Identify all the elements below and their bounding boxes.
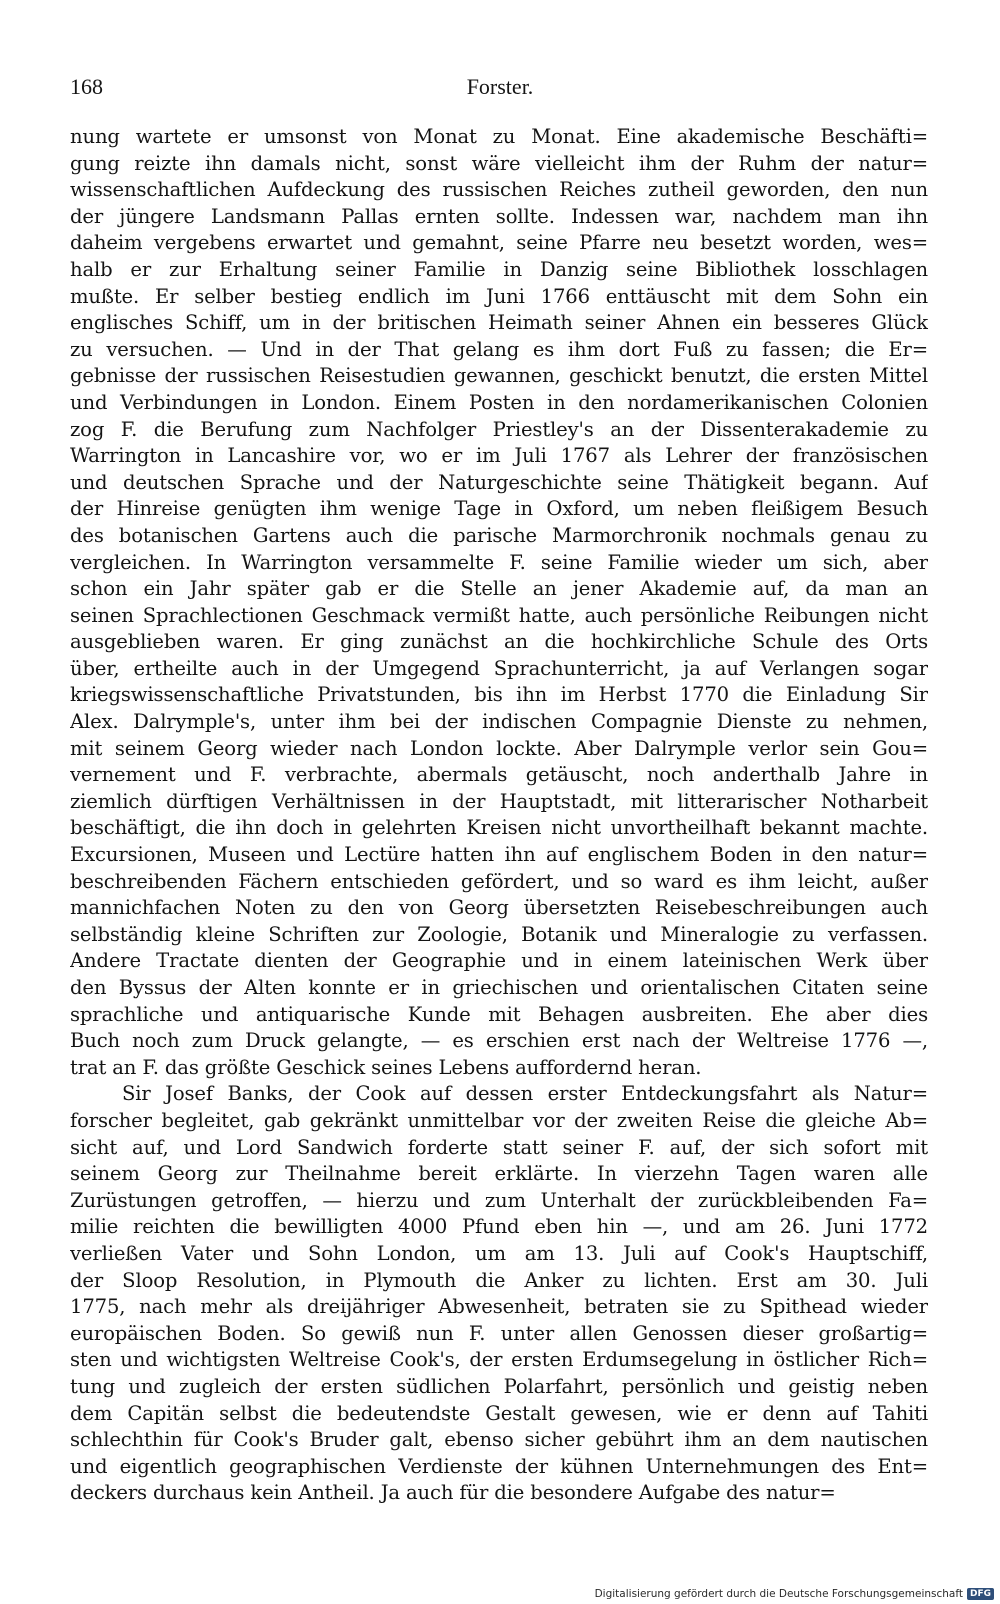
text-line: sprachliche und antiquarische Kunde mit Behagen ausbreiten. Ehe aber dies xyxy=(70,1002,928,1026)
text-line: verließen Vater und Sohn London, um am 13. Juli auf Cook's Hauptschiff, xyxy=(70,1241,928,1265)
text-line: europäischen Boden. So gewiß nun F. unter allen Genossen dieser großartig= xyxy=(70,1321,928,1345)
text-line: zu versuchen. — Und in der That gelang es ihm dort Fuß zu fassen; die Er= xyxy=(70,337,928,361)
text-line: mannichfachen Noten zu den von Georg übersetzten Reisebeschreibungen auch xyxy=(70,896,928,920)
text-line: über, ertheilte auch in der Umgegend Sprachunterricht, ja auf Verlangen sogar xyxy=(70,656,928,680)
text-line: kriegswissenschaftliche Privatstunden, bis ihn im Herbst 1770 die Einladung Sir xyxy=(70,683,928,707)
text-line: Andere Tractate dienten der Geographie und in einem lateinischen Werk über xyxy=(70,949,928,973)
text-line: zog F. die Berufung zum Nachfolger Priestley's an der Dissenterakademie zu xyxy=(70,417,928,441)
text-line: sten und wichtigsten Weltreise Cook's, der ersten Erdumsegelung in östlicher Rich= xyxy=(70,1348,928,1372)
text-line: schon ein Jahr später gab er die Stelle an jener Akademie auf, da man an xyxy=(70,577,928,601)
running-head: Forster. xyxy=(466,74,534,99)
text-line: mußte. Er selber bestieg endlich im Juni 1766 enttäuscht mit dem Sohn ein xyxy=(70,284,928,308)
text-line: 1775, nach mehr als dreijähriger Abwesenheit, betraten sie zu Spithead wieder xyxy=(70,1295,928,1319)
page-header xyxy=(70,74,930,114)
text-line: und deutschen Sprache und der Naturgeschichte seine Thätigkeit begann. Auf xyxy=(70,470,928,494)
text-line: forscher begleitet, gab gekränkt unmittelbar vor der zweiten Reise die gleiche Ab= xyxy=(70,1108,928,1132)
text-line: und eigentlich geographischen Verdienste der kühnen Unternehmungen des Ent= xyxy=(70,1454,928,1478)
text-line: der Hinreise genügten ihm wenige Tage in Oxford, um neben fleißigem Besuch xyxy=(70,497,928,521)
text-line: sicht auf, und Lord Sandwich forderte statt seiner F. auf, der sich sofort mit xyxy=(70,1135,928,1159)
text-line: milie reichten die bewilligten 4000 Pfund eben hin —, und am 26. Juni 1772 xyxy=(70,1215,928,1239)
digitization-credit xyxy=(595,1588,994,1600)
text-line: dem Capitän selbst die bedeutendste Gestalt gewesen, wie er denn auf Tahiti xyxy=(70,1401,928,1425)
text-line: deckers durchaus kein Antheil. Ja auch für die besondere Aufgabe des natur= xyxy=(70,1481,836,1505)
text-line: gebnisse der russischen Reisestudien gewannen, geschickt benutzt, die ersten Mittel xyxy=(70,364,928,388)
text-line: wissenschaftlichen Aufdeckung des russischen Reiches zutheil geworden, den nun xyxy=(70,178,928,202)
text-line: mit seinem Georg wieder nach London lockte. Aber Dalrymple verlor sein Gou= xyxy=(70,736,928,760)
text-line: Buch noch zum Druck gelangte, — es erschien erst nach der Weltreise 1776 —, xyxy=(70,1029,928,1053)
text-line: halb er zur Erhaltung seiner Familie in Danzig seine Bibliothek losschlagen xyxy=(70,257,928,281)
text-line: und Verbindungen in London. Einem Posten in den nordamerikanischen Colonien xyxy=(70,390,928,414)
dfg-logo-icon: DFG xyxy=(967,1588,994,1600)
text-line: daheim vergebens erwartet und gemahnt, seine Pfarre neu besetzt worden, wes= xyxy=(70,231,928,255)
text-line: vernement und F. verbrachte, abermals getäuscht, noch anderthalb Jahre in xyxy=(70,763,928,787)
text-line: vergleichen. In Warrington versammelte F. seine Familie wieder um sich, aber xyxy=(70,550,928,574)
body-text xyxy=(70,124,928,1507)
text-line: nung wartete er umsonst von Monat zu Monat. Eine akademische Beschäfti= xyxy=(70,125,928,148)
text-line: schlechthin für Cook's Bruder galt, ebenso sicher gebührt ihm an dem nautischen xyxy=(70,1428,928,1452)
text-line: Alex. Dalrymple's, unter ihm bei der indischen Compagnie Dienste zu nehmen, xyxy=(70,710,928,734)
text-line: Zurüstungen getroffen, — hierzu und zum Unterhalt der zurückbleibenden Fa= xyxy=(70,1188,928,1212)
page-number: 168 xyxy=(70,74,103,99)
text-line: ziemlich dürftigen Verhältnissen in der Hauptstadt, mit litterarischer Notharbeit xyxy=(70,789,928,813)
credit-text: Digitalisierung gefördert durch die Deutsche Forschungsgemeinschaft xyxy=(594,1588,963,1600)
text-line: der jüngere Landsmann Pallas ernten sollte. Indessen war, nachdem man ihn xyxy=(70,204,928,228)
text-line: englisches Schiff, um in der britischen Heimath seiner Ahnen ein besseres Glück xyxy=(70,311,928,335)
text-line: tung und zugleich der ersten südlichen Polarfahrt, persönlich und geistig neben xyxy=(70,1374,928,1398)
text-line: trat an F. das größte Geschick seines Lebens auffordernd heran. xyxy=(70,1055,702,1079)
text-line: den Byssus der Alten konnte er in griechischen und orientalischen Citaten seine xyxy=(70,976,928,999)
text-line: des botanischen Gartens auch die parische Marmorchronik nochmals genau zu xyxy=(70,523,928,547)
text-line: Excursionen, Museen und Lectüre hatten ihn auf englischem Boden in den natur= xyxy=(70,843,928,867)
text-line: seinen Sprachlectionen Geschmack vermißt hatte, auch persönliche Reibungen nicht xyxy=(70,603,928,627)
text-line: seinem Georg zur Theilnahme bereit erklärte. In vierzehn Tagen waren alle xyxy=(70,1162,928,1186)
text-line: selbständig kleine Schriften zur Zoologie, Botanik und Mineralogie zu verfassen. xyxy=(70,922,928,946)
text-line: Sir Josef Banks, der Cook auf dessen erster Entdeckungsfahrt als Natur= xyxy=(122,1082,928,1106)
text-line: beschäftigt, die ihn doch in gelehrten Kreisen nicht unvortheilhaft bekannt machte. xyxy=(70,816,928,840)
text-line: beschreibenden Fächern entschieden gefördert, und so ward es ihm leicht, außer xyxy=(70,869,928,893)
text-line: ausgeblieben waren. Er ging zunächst an die hochkirchliche Schule des Orts xyxy=(70,630,928,654)
text-line: Warrington in Lancashire vor, wo er im Juli 1767 als Lehrer der französischen xyxy=(70,444,928,468)
text-line: gung reizte ihn damals nicht, sonst wäre vielleicht ihm der Ruhm der natur= xyxy=(70,151,928,175)
text-line: der Sloop Resolution, in Plymouth die Anker zu lichten. Erst am 30. Juli xyxy=(70,1268,928,1292)
